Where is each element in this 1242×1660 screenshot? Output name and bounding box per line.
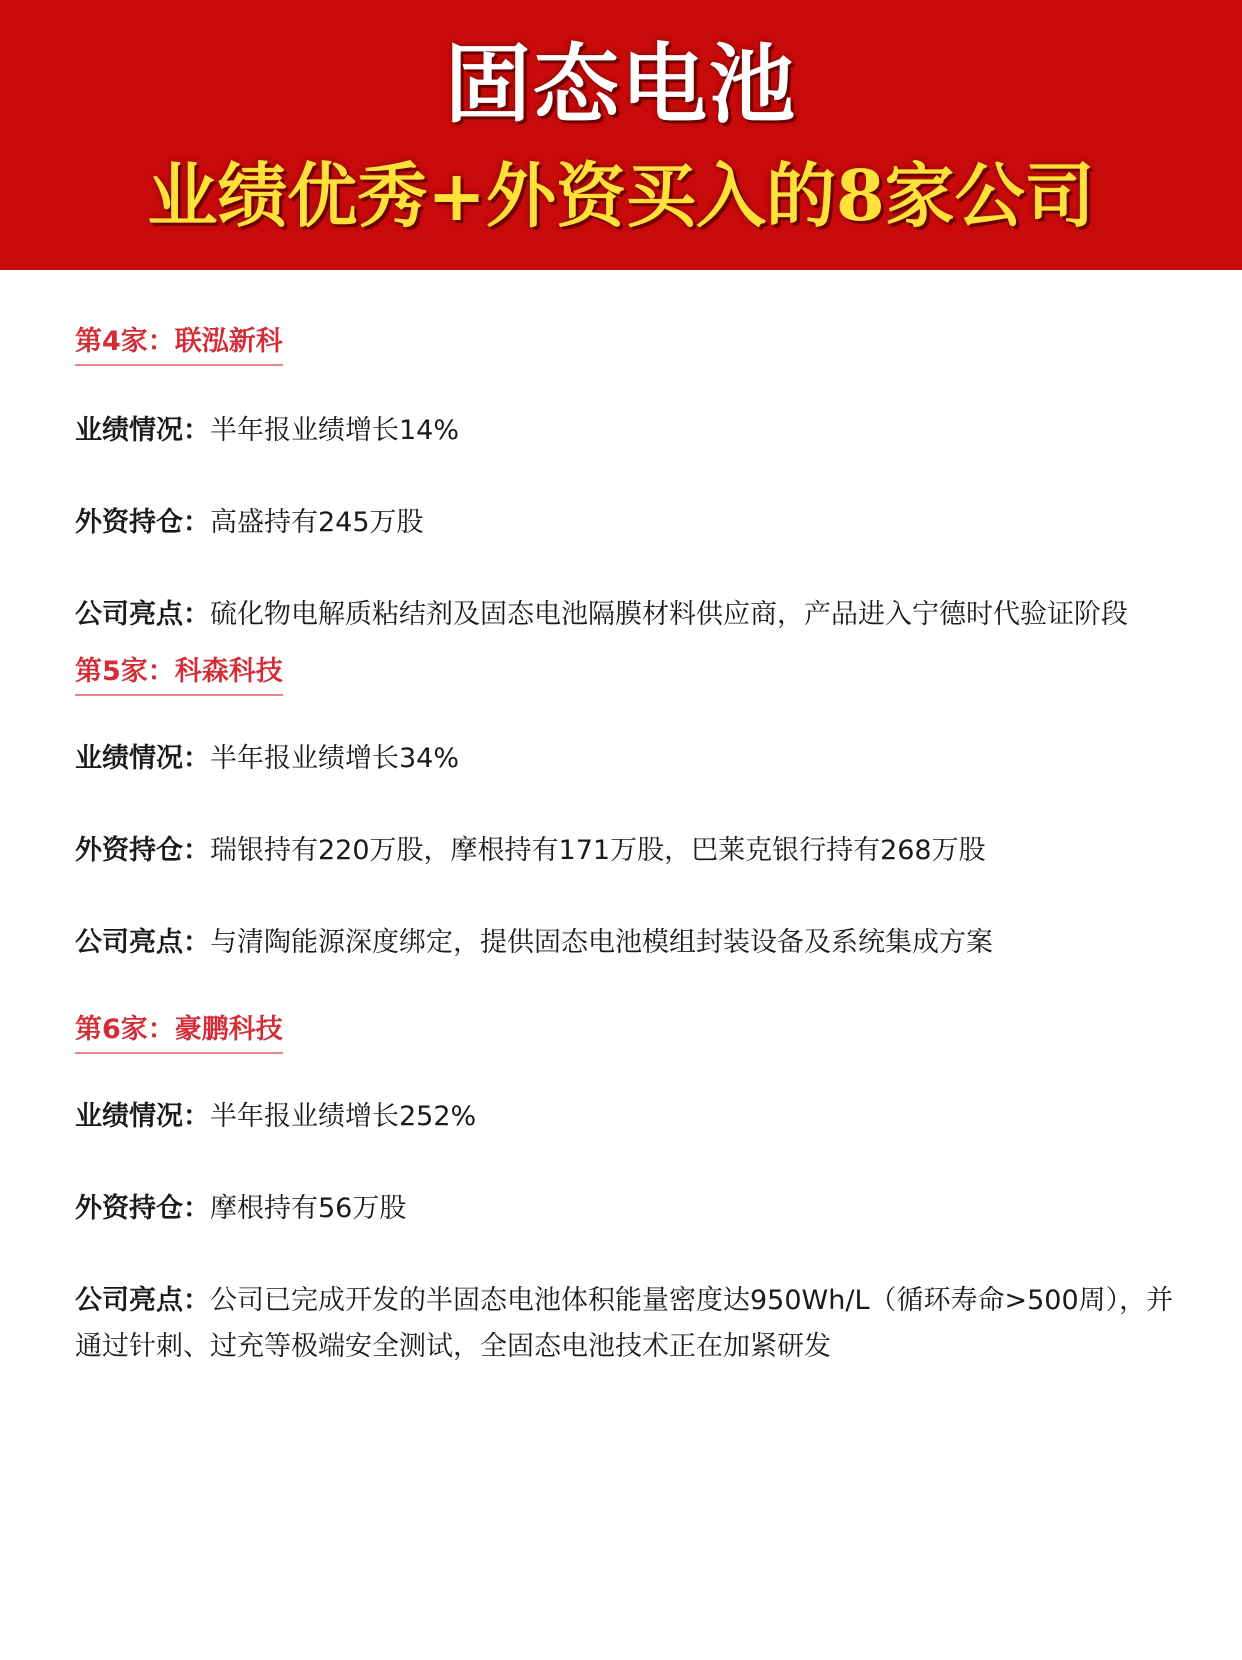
company-section-6 xyxy=(75,1010,1195,1370)
foreign-holding-row xyxy=(75,1186,1195,1232)
company-heading: 第5家：科森科技 xyxy=(75,652,283,696)
banner-title: 固态电池 xyxy=(445,34,797,135)
performance-row xyxy=(75,736,1195,782)
row-label: 业绩情况： xyxy=(75,415,210,446)
row-value: 半年报业绩增长252% xyxy=(210,1101,477,1132)
company-section-4 xyxy=(75,322,1195,638)
row-label: 业绩情况： xyxy=(75,743,210,774)
foreign-holding-row xyxy=(75,500,1195,546)
company-heading: 第6家：豪鹏科技 xyxy=(75,1010,283,1054)
row-label: 公司亮点： xyxy=(75,599,210,630)
row-label: 外资持仓： xyxy=(75,835,210,866)
company-heading: 第4家：联泓新科 xyxy=(75,322,283,366)
row-label: 外资持仓： xyxy=(75,1193,210,1224)
performance-row xyxy=(75,1094,1195,1140)
row-value: 硫化物电解质粘结剂及固态电池隔膜材料供应商，产品进入宁德时代验证阶段 xyxy=(210,599,1128,630)
company-section-5 xyxy=(75,652,1195,966)
row-label: 公司亮点： xyxy=(75,1285,210,1316)
row-value: 半年报业绩增长34% xyxy=(210,743,460,774)
highlight-row xyxy=(75,920,1195,966)
row-label: 业绩情况： xyxy=(75,1101,210,1132)
banner-subtitle: 业绩优秀+外资买入的8家公司 xyxy=(147,154,1095,237)
highlight-row xyxy=(75,1278,1195,1370)
row-value: 摩根持有56万股 xyxy=(210,1193,407,1224)
row-label: 外资持仓： xyxy=(75,507,210,538)
row-value: 高盛持有245万股 xyxy=(210,507,424,538)
row-value: 半年报业绩增长14% xyxy=(210,415,460,446)
row-label: 公司亮点： xyxy=(75,927,210,958)
row-value: 瑞银持有220万股，摩根持有171万股，巴莱克银行持有268万股 xyxy=(210,835,986,866)
highlight-row xyxy=(75,592,1195,638)
header-banner xyxy=(0,0,1242,270)
foreign-holding-row xyxy=(75,828,1195,874)
row-value: 公司已完成开发的半固态电池体积能量密度达950Wh/L（循环寿命>500周），并通过针刺、过充等极端安全测试，全固态电池技术正在加紧研发 xyxy=(75,1285,1174,1362)
row-value: 与清陶能源深度绑定，提供固态电池模组封装设备及系统集成方案 xyxy=(210,927,993,958)
performance-row xyxy=(75,408,1195,454)
company-list xyxy=(75,322,1195,1370)
